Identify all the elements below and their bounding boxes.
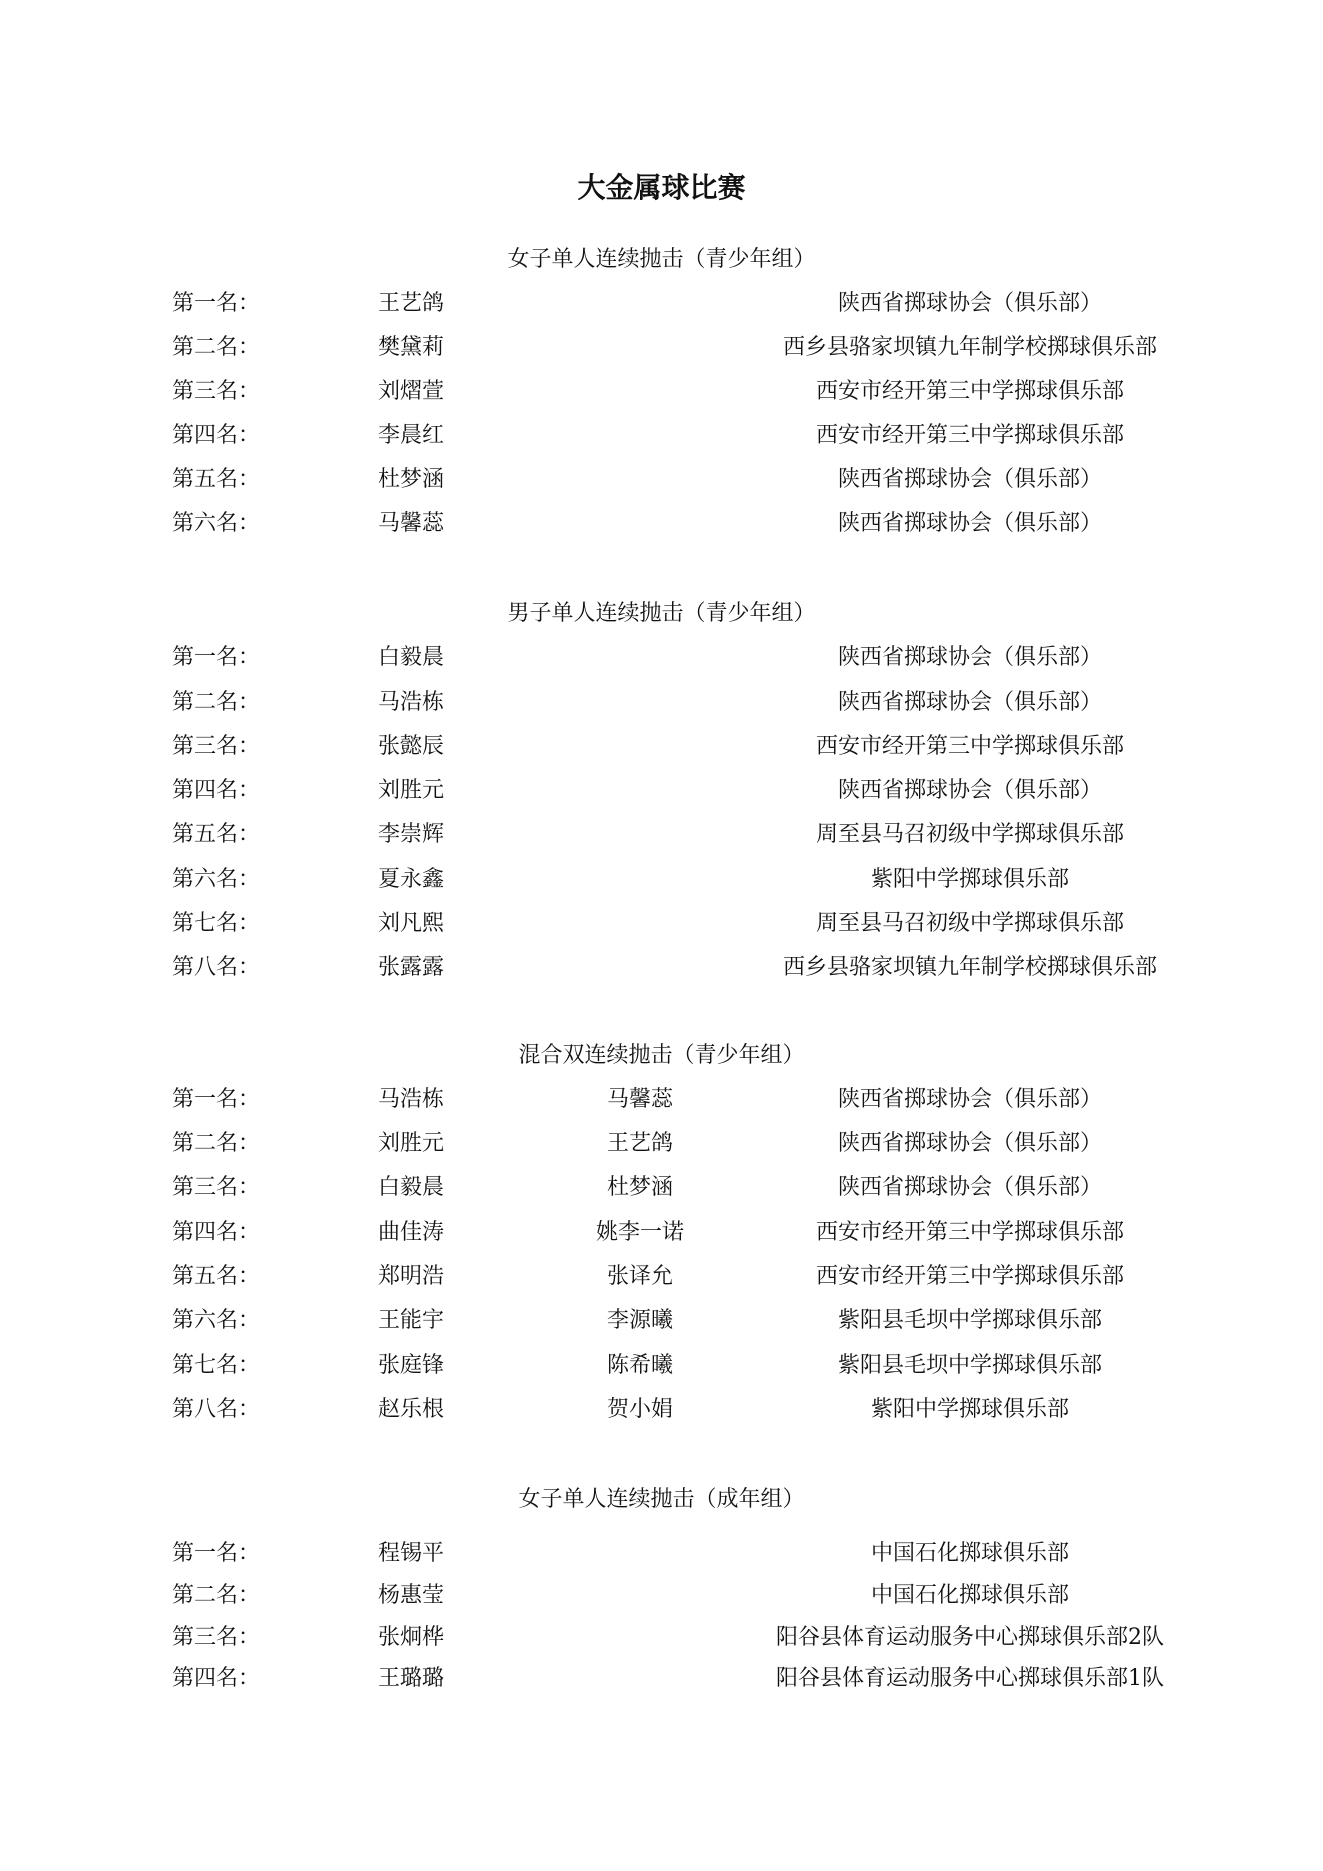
- result-row: [0, 286, 1323, 316]
- rank-label: 第四名：: [172, 778, 261, 803]
- player-name: 马浩栋: [378, 1087, 445, 1112]
- club-name: 陕西省掷球协会（俱乐部）: [837, 778, 1103, 803]
- partner-name: 姚李一诺: [595, 1220, 684, 1245]
- club-name: 中国石化掷球俱乐部: [870, 1583, 1070, 1608]
- rank-label: 第六名：: [172, 867, 261, 892]
- club-name: 西安市经开第三中学掷球俱乐部: [815, 379, 1125, 404]
- result-row: [0, 374, 1323, 404]
- rank-label: 第一名：: [172, 645, 261, 670]
- rank-label: 第七名：: [172, 911, 261, 936]
- player-name: 王璐璐: [378, 1666, 445, 1691]
- rank-label: 第八名：: [172, 955, 261, 980]
- player-name: 王能宇: [378, 1308, 445, 1333]
- rank-label: 第二名：: [172, 335, 261, 360]
- rank-label: 第三名：: [172, 1625, 261, 1650]
- partner-name: 陈希曦: [606, 1353, 673, 1378]
- result-row: [0, 418, 1323, 448]
- result-row: [0, 862, 1323, 892]
- result-row: [0, 1620, 1323, 1650]
- result-row: [0, 462, 1323, 492]
- result-row: [0, 1578, 1323, 1608]
- club-name: 紫阳中学掷球俱乐部: [870, 1397, 1070, 1422]
- player-name: 张庭锋: [378, 1353, 445, 1378]
- player-name: 夏永鑫: [378, 867, 445, 892]
- result-row: [0, 729, 1323, 759]
- rank-label: 第五名：: [172, 467, 261, 492]
- rank-label: 第一名：: [172, 291, 261, 316]
- player-name: 张炯桦: [378, 1625, 445, 1650]
- club-name: 阳谷县体育运动服务中心掷球俱乐部2队: [776, 1625, 1164, 1650]
- player-name: 郑明浩: [378, 1264, 445, 1289]
- club-name: 西乡县骆家坝镇九年制学校掷球俱乐部: [782, 955, 1158, 980]
- result-row: [0, 1536, 1323, 1566]
- rank-label: 第四名：: [172, 1666, 261, 1691]
- club-name: 陕西省掷球协会（俱乐部）: [837, 645, 1103, 670]
- result-row: [0, 1082, 1323, 1112]
- club-name: 西安市经开第三中学掷球俱乐部: [815, 1264, 1125, 1289]
- rank-label: 第二名：: [172, 1583, 261, 1608]
- result-row: [0, 773, 1323, 803]
- club-name: 陕西省掷球协会（俱乐部）: [837, 291, 1103, 316]
- club-name: 周至县马召初级中学掷球俱乐部: [815, 822, 1125, 847]
- rank-label: 第三名：: [172, 734, 261, 759]
- club-name: 陕西省掷球协会（俱乐部）: [837, 511, 1103, 536]
- result-row: [0, 1215, 1323, 1245]
- rank-label: 第五名：: [172, 822, 261, 847]
- result-row: [0, 1259, 1323, 1289]
- club-name: 周至县马召初级中学掷球俱乐部: [815, 911, 1125, 936]
- result-row: [0, 817, 1323, 847]
- rank-label: 第三名：: [172, 379, 261, 404]
- rank-label: 第二名：: [172, 690, 261, 715]
- club-name: 陕西省掷球协会（俱乐部）: [837, 690, 1103, 715]
- club-name: 西安市经开第三中学掷球俱乐部: [815, 1220, 1125, 1245]
- section-heading: 女子单人连续抛击（青少年组）: [507, 247, 816, 272]
- club-name: 阳谷县体育运动服务中心掷球俱乐部1队: [776, 1666, 1164, 1691]
- player-name: 刘胜元: [378, 1131, 445, 1156]
- partner-name: 张译允: [606, 1264, 673, 1289]
- club-name: 紫阳县毛坝中学掷球俱乐部: [837, 1353, 1103, 1378]
- player-name: 赵乐根: [378, 1397, 445, 1422]
- player-name: 刘熠萱: [378, 379, 445, 404]
- player-name: 杜梦涵: [378, 467, 445, 492]
- rank-label: 第五名：: [172, 1264, 261, 1289]
- club-name: 中国石化掷球俱乐部: [870, 1541, 1070, 1566]
- partner-name: 马馨蕊: [606, 1087, 673, 1112]
- result-row: [0, 1661, 1323, 1691]
- player-name: 刘凡熙: [378, 911, 445, 936]
- rank-label: 第八名：: [172, 1397, 261, 1422]
- player-name: 刘胜元: [378, 778, 445, 803]
- player-name: 张露露: [378, 955, 445, 980]
- document-title: 大金属球比赛: [577, 171, 746, 204]
- result-row: [0, 685, 1323, 715]
- club-name: 紫阳中学掷球俱乐部: [870, 867, 1070, 892]
- player-name: 程锡平: [378, 1541, 445, 1566]
- rank-label: 第四名：: [172, 1220, 261, 1245]
- club-name: 陕西省掷球协会（俱乐部）: [837, 467, 1103, 492]
- rank-label: 第一名：: [172, 1087, 261, 1112]
- club-name: 陕西省掷球协会（俱乐部）: [837, 1175, 1103, 1200]
- player-name: 樊黛莉: [378, 335, 445, 360]
- club-name: 西乡县骆家坝镇九年制学校掷球俱乐部: [782, 335, 1158, 360]
- result-row: [0, 1392, 1323, 1422]
- section-heading: 男子单人连续抛击（青少年组）: [507, 601, 816, 626]
- section-heading: 混合双连续抛击（青少年组）: [518, 1043, 805, 1068]
- rank-label: 第六名：: [172, 511, 261, 536]
- club-name: 西安市经开第三中学掷球俱乐部: [815, 734, 1125, 759]
- result-row: [0, 1303, 1323, 1333]
- rank-label: 第六名：: [172, 1308, 261, 1333]
- club-name: 陕西省掷球协会（俱乐部）: [837, 1087, 1103, 1112]
- partner-name: 王艺鸽: [606, 1131, 673, 1156]
- rank-label: 第二名：: [172, 1131, 261, 1156]
- player-name: 马浩栋: [378, 690, 445, 715]
- player-name: 白毅晨: [378, 1175, 445, 1200]
- player-name: 李崇辉: [378, 822, 445, 847]
- club-name: 陕西省掷球协会（俱乐部）: [837, 1131, 1103, 1156]
- result-row: [0, 506, 1323, 536]
- club-name: 西安市经开第三中学掷球俱乐部: [815, 423, 1125, 448]
- player-name: 白毅晨: [378, 645, 445, 670]
- player-name: 马馨蕊: [378, 511, 445, 536]
- rank-label: 第三名：: [172, 1175, 261, 1200]
- player-name: 曲佳涛: [378, 1220, 445, 1245]
- result-row: [0, 640, 1323, 670]
- result-row: [0, 1170, 1323, 1200]
- result-row: [0, 330, 1323, 360]
- section-heading: 女子单人连续抛击（成年组）: [518, 1487, 805, 1512]
- rank-label: 第一名：: [172, 1541, 261, 1566]
- club-name: 紫阳县毛坝中学掷球俱乐部: [837, 1308, 1103, 1333]
- rank-label: 第四名：: [172, 423, 261, 448]
- player-name: 张懿辰: [378, 734, 445, 759]
- rank-label: 第七名：: [172, 1353, 261, 1378]
- partner-name: 李源曦: [606, 1308, 673, 1333]
- result-row: [0, 1348, 1323, 1378]
- partner-name: 杜梦涵: [606, 1175, 673, 1200]
- player-name: 李晨红: [378, 423, 445, 448]
- player-name: 王艺鸽: [378, 291, 445, 316]
- partner-name: 贺小娟: [606, 1397, 673, 1422]
- result-row: [0, 1126, 1323, 1156]
- result-row: [0, 906, 1323, 936]
- player-name: 杨惠莹: [378, 1583, 445, 1608]
- result-row: [0, 950, 1323, 980]
